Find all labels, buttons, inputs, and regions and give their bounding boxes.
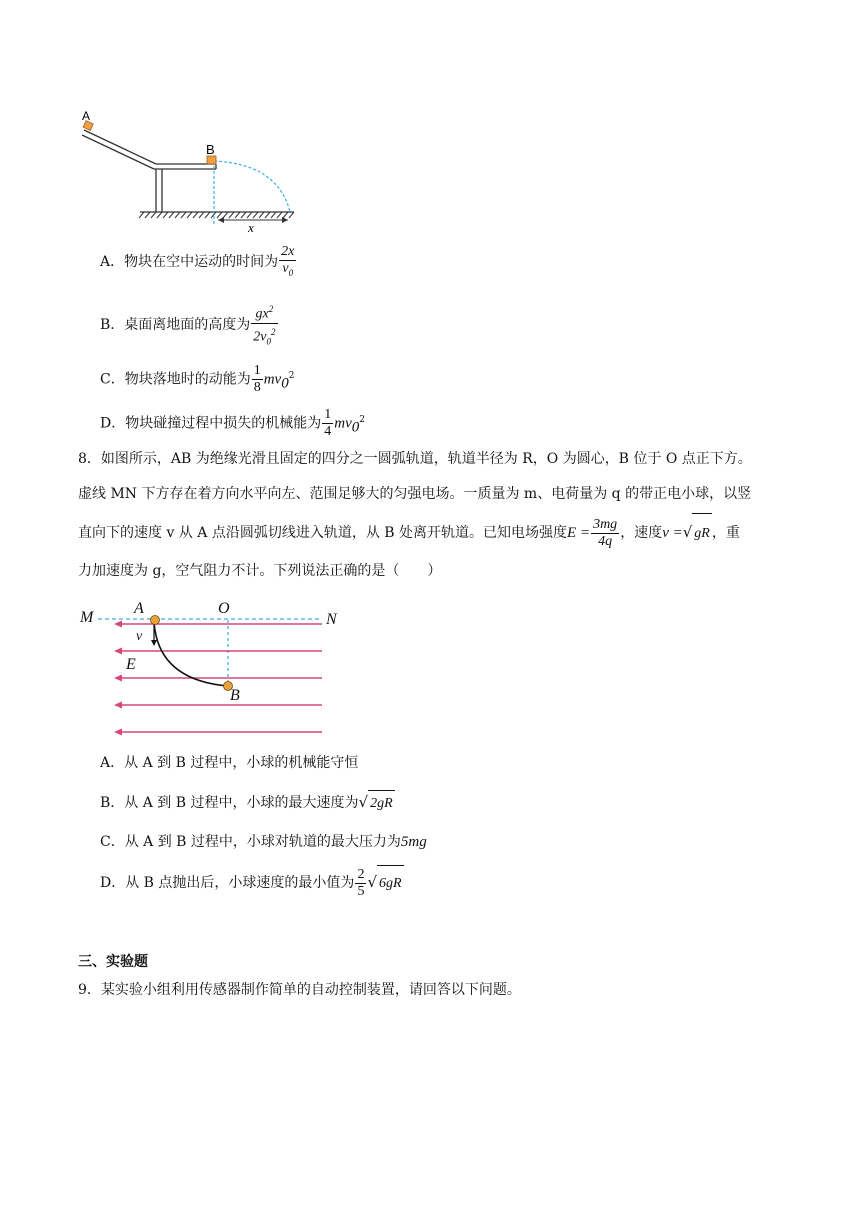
label-m: M <box>80 609 94 626</box>
figure-ramp-table <box>78 106 308 234</box>
q7-option-a: A．物块在空中运动的时间为 $\frac{2x}{v_0}$ <box>100 243 295 278</box>
label-o: O <box>218 600 230 617</box>
q7-option-d: D．物块碰撞过程中损失的机械能为 $\frac{1}{4}$ $mv_0^2$ <box>100 407 365 440</box>
q8-line-2: 虚线 MN 下方存在着方向水平向左、范围足够大的匀强电场。一质量为 m、电荷量为 q 的带正电小球，以竖 <box>78 486 752 502</box>
q7-option-b: B．桌面离地面的高度为 $\frac{gx^2}{2v_0^2}$ <box>100 304 276 347</box>
label-a: A <box>82 109 91 123</box>
label-v: v <box>136 629 143 644</box>
block-b <box>207 156 216 164</box>
q8-option-b: B．从 A 到 B 过程中，小球的最大速度为√ 2gR <box>100 789 395 817</box>
q8-line-1: 8．如图所示，AB 为绝缘光滑且固定的四分之一圆弧轨道，轨道半径为 R，O 为圆心，B 位于 O 点正下方。 <box>78 451 752 467</box>
ball-a <box>151 616 160 625</box>
q8-line-4: 力加速度为 g，空气阻力不计。下列说法正确的是（ ） <box>78 563 442 579</box>
label-n: N <box>326 611 337 628</box>
q8-line-3: 直向下的速度 v 从 A 点沿圆弧切线进入轨道，从 B 处离开轨道。已知电场强度E = $\frac{3mg}{4q}$ ，速度v =√ gR ，重 <box>78 512 740 554</box>
label-e: E <box>126 656 136 673</box>
label-b: B <box>206 142 215 157</box>
label-x: x <box>248 220 254 234</box>
label-a: A <box>134 600 144 617</box>
section-title: 三、实验题 <box>78 954 148 970</box>
q8-option-d: D．从 B 点抛出后，小球速度的最小值为 $\frac{2}{5}$ √ 6gR <box>100 864 404 902</box>
q7-option-c: C．物块落地时的动能为 $\frac{1}{8}$ $mv_0^2$ <box>100 363 295 396</box>
q8-option-c: C．从 A 到 B 过程中，小球对轨道的最大压力为5mg <box>100 834 427 850</box>
q9-text: 9．某实验小组利用传感器制作简单的自动控制装置，请回答以下问题。 <box>78 982 521 998</box>
figure-arc-field <box>78 596 358 746</box>
q8-option-a: A．从 A 到 B 过程中，小球的机械能守恒 <box>100 755 359 771</box>
label-b: B <box>230 687 240 704</box>
